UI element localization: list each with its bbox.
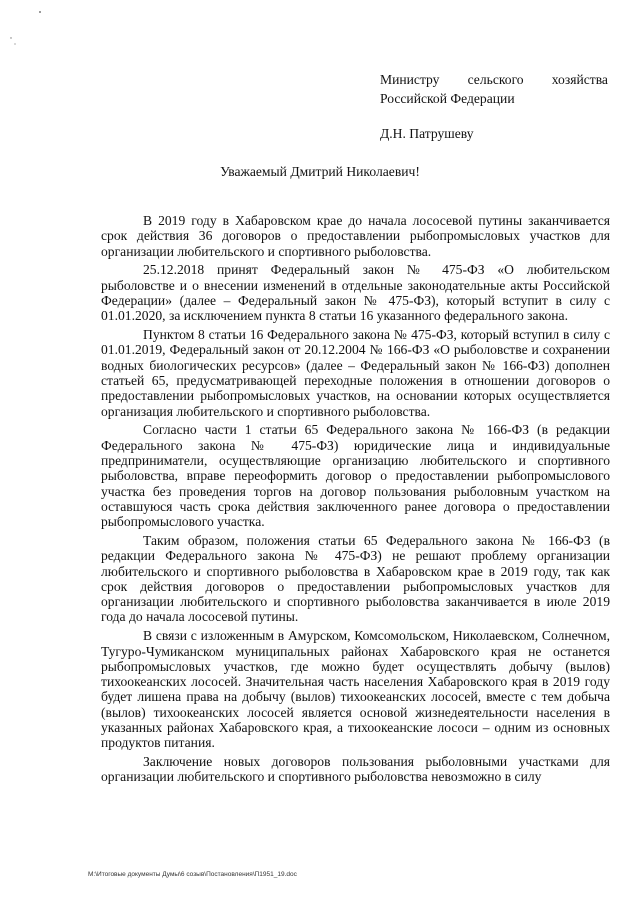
file-path-footer: М:\Итоговые документы Думы\6 созыв\Постановления\П1951_19.doc	[88, 871, 297, 878]
greeting: Уважаемый Дмитрий Николаевич!	[220, 164, 420, 179]
addressee-line-1	[380, 70, 608, 89]
body-paragraph: Таким образом, положения статьи 65 Федерального закона № 166-ФЗ (в редакции Федерального закона № 475-ФЗ) не решают проблему организации любительского и спортивного рыболовства в Хабаровском крае в 2019 году, так как срок действия договоров о предоставлении рыбопромысловых участков для организации любительского и спортивного рыболовства заканчивается в июле 2019 года до начала лососевой путины.	[101, 532, 610, 625]
scan-speck	[10, 37, 11, 38]
scan-speck	[39, 11, 41, 13]
addressee-word: сельского	[467, 72, 524, 87]
addressee-word: Министру	[380, 72, 440, 87]
body-paragraph: Согласно части 1 статьи 65 Федерального закона № 166-ФЗ (в редакции Федерального закона № 475-ФЗ) юридические лица и индивидуальные предприниматели, осуществляющие организацию любительского и спортивного рыболовства, вправе переоформить договор о предоставлении рыбопромыслового участка без проведения торгов на договор пользования рыболовным участком на оставшуюся часть срока действия заключенного ранее договора о предоставлении рыбопромыслового участка.	[101, 422, 610, 530]
addressee-line-2: Российской Федерации	[380, 91, 515, 106]
body-paragraph: В 2019 году в Хабаровском крае до начала лососевой путины заканчивается срок действия 36 договоров о предоставлении рыбопромысловых участков для организации любительского и спортивного рыболовства.	[101, 213, 610, 259]
body-paragraph: 25.12.2018 принят Федеральный закон № 475-ФЗ «О любительском рыболовстве и о внесении изменений в отдельные законодательные акты Российской Федерации» (далее – Федеральный закон № 475-ФЗ), который вступит в силу с 01.01.2020, за исключением пункта 8 статьи 16 указанного федерального закона.	[101, 262, 610, 324]
addressee-name: Д.Н. Патрушеву	[380, 126, 474, 141]
body-paragraph: В связи с изложенным в Амурском, Комсомольском, Николаевском, Солнечном, Тугуро-Чумиканском муниципальных районах Хабаровского края не останется рыбопромысловых участков, где можно будет осуществлять добычу (вылов) тихоокеанских лососей. Значительная часть населения Хабаровского края в 2019 году будет лишена права на добычу (вылов) тихоокеанских лососей, вместе с тем добыча (вылов) тихоокеанских лососей является основой жизнедеятельности населения в указанных районах Хабаровского края, а тихоокеанские лососи – одним из основных продуктов питания.	[101, 628, 610, 751]
scan-speck	[14, 43, 15, 44]
body-paragraph: Пунктом 8 статьи 16 Федерального закона № 475-ФЗ, который вступил в силу с 01.01.2019, Федеральный закон от 20.12.2004 № 166-ФЗ «О рыболовстве и сохранении водных биологических ресурсов» (далее – Федеральный закон № 166-ФЗ) дополнен статьей 65, предусматривающей переходные положения в отношении договоров о предоставлении рыбопромысловых участков, на основании которых осуществляется организация любительского и спортивного рыболовства.	[101, 327, 610, 419]
letter-body	[101, 213, 610, 788]
addressee-block	[380, 70, 608, 143]
body-paragraph: Заключение новых договоров пользования рыболовными участками для организации любительского и спортивного рыболовства невозможно в силу	[101, 754, 610, 785]
addressee-word: хозяйства	[551, 72, 608, 87]
